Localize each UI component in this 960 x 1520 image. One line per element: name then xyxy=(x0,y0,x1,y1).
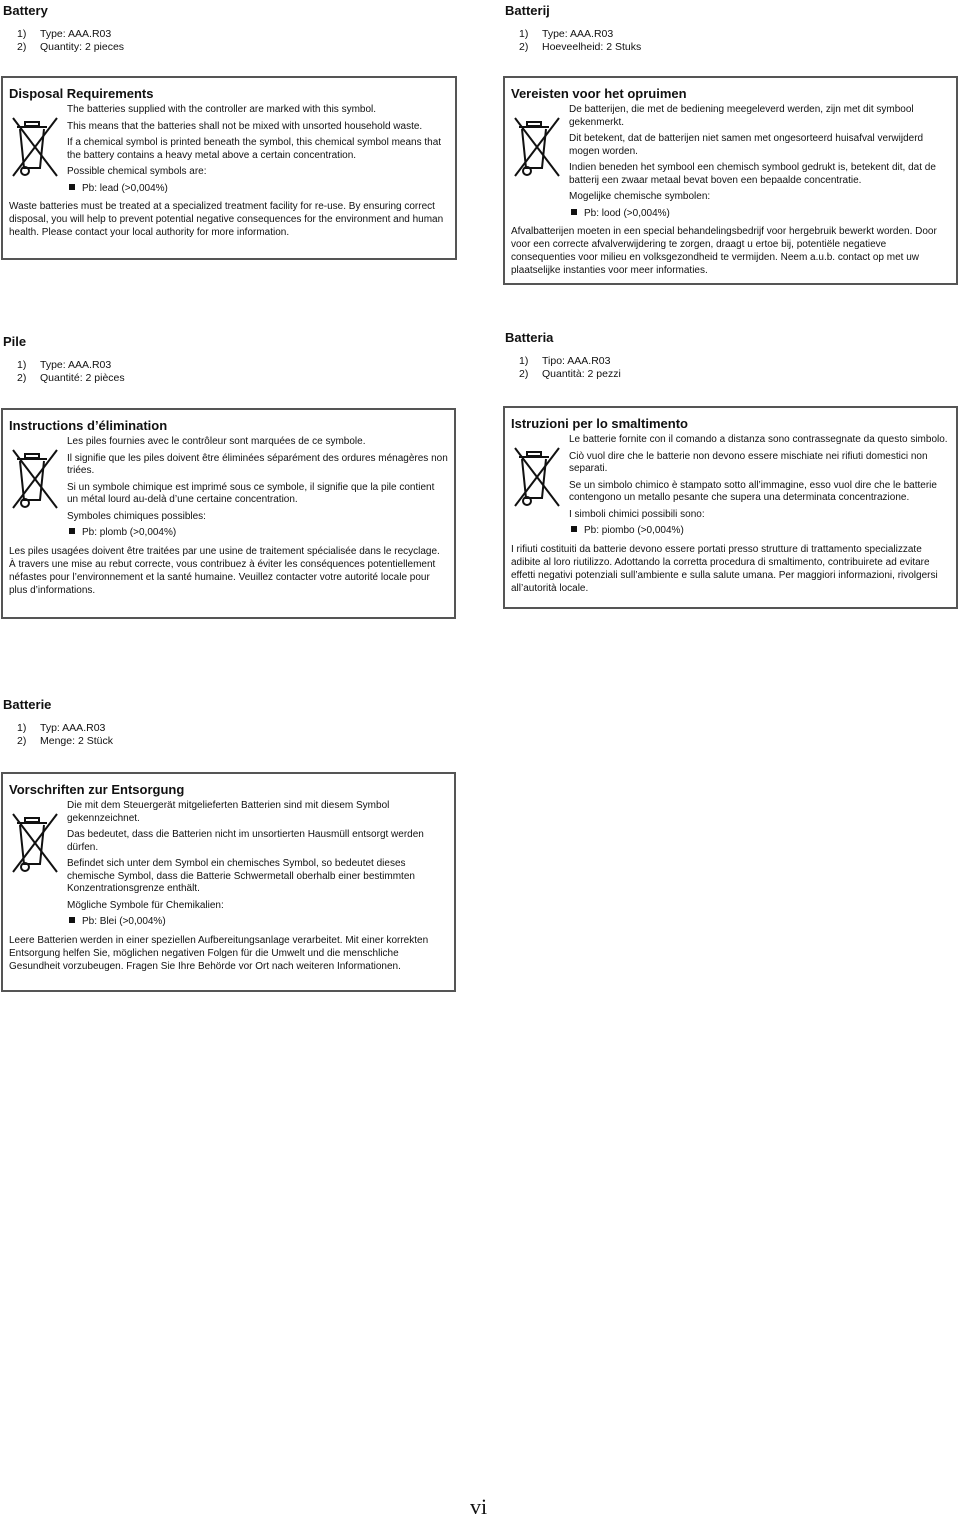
disposal-paragraph: Befindet sich unter dem Symbol ein chemisches Symbol, so bedeutet dieses chemische Symbol, dass die Batterie Schwermetall oberhalb einer bestimmten Konzentrationsgrenze enthält. xyxy=(67,858,415,894)
disposal-paragraph: Possible chemical symbols are: xyxy=(67,166,207,177)
page-number: vi xyxy=(470,1494,488,1519)
waste-text: Waste batteries must be treated at a specialized treatment facility for re-use. By ensuring correct disposal, you will help to prevent potential negative consequences for the environment and human health. Please contact your local authority for more information. xyxy=(9,201,444,238)
spec-quantity: 2) Hoeveelheid: 2 Stuks xyxy=(519,41,642,53)
section-it xyxy=(505,330,960,381)
spec-type: 1) Tipo: AAA.R03 xyxy=(519,355,611,367)
chemical-item: Pb: lead (>0,004%) xyxy=(69,183,449,196)
disposal-box-de xyxy=(1,772,456,992)
crossed-out-bin-icon xyxy=(9,104,67,195)
disposal-title: Disposal Requirements xyxy=(9,86,154,101)
square-bullet-icon xyxy=(69,184,75,190)
spec-quantity: 2) Quantity: 2 pieces xyxy=(17,41,125,53)
disposal-paragraph: Dit betekent, dat de batterijen niet samen met ongesorteerd huisafval verwijderd mogen worden. xyxy=(569,133,924,157)
square-bullet-icon xyxy=(571,209,577,215)
spec-type: 1) Type: AAA.R03 xyxy=(17,28,112,40)
disposal-paragraph: Symboles chimiques possibles: xyxy=(67,510,206,522)
disposal-title: Instructions d’élimination xyxy=(9,418,168,433)
spec-quantity: 2) Quantità: 2 pezzi xyxy=(519,368,621,380)
disposal-title: Istruzioni per lo smaltimento xyxy=(511,416,688,431)
spec-type: 1) Type: AAA.R03 xyxy=(519,28,614,40)
disposal-paragraph: This means that the batteries shall not be mixed with unsorted household waste. xyxy=(67,120,423,132)
section-title: Battery xyxy=(3,3,48,18)
section-title: Batterij xyxy=(505,3,550,18)
spec-type: 1) Typ: AAA.R03 xyxy=(17,722,106,734)
disposal-box-en xyxy=(1,76,457,260)
disposal-paragraph: De batterijen, die met de bediening meegeleverd werden, zijn met dit symbool gekenmerkt. xyxy=(569,104,914,128)
waste-text: Leere Batterien werden in einer speziellen Aufbereitungsanlage verarbeitet. Mit einer korrekten Entsorgung helfen Sie, möglichen negativen Folgen für die Umwelt und die menschliche Gesundheit vorzubeugen. Fragen Sie Ihre Behörde vor Ort nach weiteren Informationen. xyxy=(9,934,429,972)
chemical-item: Pb: piombo (>0,004%) xyxy=(571,525,950,538)
square-bullet-icon xyxy=(571,526,577,532)
spec-quantity: 2) Quantité: 2 pièces xyxy=(17,372,125,384)
disposal-paragraph: Indien beneden het symbool een chemisch symbool gedrukt is, betekent dit, dat de batterij een zwaar metaal bevat boven een bepaalde concentratie. xyxy=(569,162,936,186)
spec-list xyxy=(519,28,960,54)
square-bullet-icon xyxy=(69,917,75,923)
section-fr xyxy=(3,334,458,385)
crossed-out-bin-icon xyxy=(9,800,67,929)
spec-list xyxy=(17,359,458,385)
disposal-paragraph: Mogelijke chemische symbolen: xyxy=(569,191,711,202)
waste-text: Les piles usagées doivent être traitées par une usine de traitement spécialisée dans le recyclage. À travers une mise au rebut correcte, vous contribuez à éviter les conséquences potentiellement néfastes pour l’environnement et la santé humaine. Veuillez contacter votre autorité locale pour plus d’informations. xyxy=(9,545,440,596)
section-title: Batterie xyxy=(3,697,52,712)
section-title: Pile xyxy=(3,334,27,349)
spec-list xyxy=(17,722,458,748)
spec-quantity: 2) Menge: 2 Stück xyxy=(17,735,113,747)
crossed-out-bin-icon xyxy=(9,436,67,540)
square-bullet-icon xyxy=(69,528,75,534)
disposal-paragraph: Se un simbolo chimico è stampato sotto all’immagine, esso vuol dire che le batterie contengono un metallo pesante che supera una determinata concentrazione. xyxy=(569,479,937,503)
section-en xyxy=(3,3,458,54)
spec-list xyxy=(519,355,960,381)
disposal-paragraph: Die mit dem Steuergerät mitgelieferten Batterien sind mit diesem Symbol gekennzeichnet. xyxy=(67,800,390,824)
chemical-item: Pb: lood (>0,004%) xyxy=(571,208,950,221)
chemical-item: Pb: plomb (>0,004%) xyxy=(69,527,448,540)
disposal-title: Vereisten voor het opruimen xyxy=(511,86,687,101)
disposal-paragraph: Le batterie fornite con il comando a distanza sono contrassegnate da questo simbolo. xyxy=(569,434,948,445)
disposal-paragraph: Si un symbole chimique est imprimé sous ce symbole, il signifie que la pile contient un métal lourd au-delà d’une certaine concentration. xyxy=(67,481,435,505)
crossed-out-bin-icon xyxy=(511,104,569,220)
disposal-paragraph: Mögliche Symbole für Chemikalien: xyxy=(67,899,224,911)
disposal-paragraph: Das bedeutet, dass die Batterien nicht im unsortierten Hausmüll entsorgt werden dürfen. xyxy=(67,829,424,853)
chemical-item: Pb: Blei (>0,004%) xyxy=(69,916,448,929)
crossed-out-bin-icon xyxy=(511,434,569,538)
section-title: Batteria xyxy=(505,330,554,345)
waste-text: Afvalbatterijen moeten in een special behandelingsbedrijf voor hergebruik bewerkt worden. Door voor een correcte afvalverwijdering te zorgen, draagt u ertoe bij, potentiële negatieve consequenties voor milieu en volksgezondheid te vermijden. Neem a.u.b. contact op met uw plaatselijke instanties voor meer informaties. xyxy=(511,226,937,276)
spec-type: 1) Type: AAA.R03 xyxy=(17,359,112,371)
disposal-paragraph: Il signifie que les piles doivent être éliminées séparément des ordures ménagères non triées. xyxy=(67,452,448,476)
section-de xyxy=(3,697,458,748)
disposal-paragraph: If a chemical symbol is printed beneath the symbol, this chemical symbol means that the battery contains a heavy metal above a certain concentration. xyxy=(67,137,442,161)
spec-list xyxy=(17,28,458,54)
waste-text: I rifiuti costituiti da batterie devono essere portati presso strutture di trattamento specializzate adibite al loro riutilizzo. Adottando la corretta procedura di smaltimento, contribuirete ad evitare effetti negativi potenziali sull’ambiente e sulla salute umana. Per maggiori informazioni, rivolgersi all’autorità locale. xyxy=(511,543,938,594)
disposal-paragraph: I simboli chimici possibili sono: xyxy=(569,508,705,520)
disposal-paragraph: The batteries supplied with the controller are marked with this symbol. xyxy=(67,104,377,115)
disposal-box-fr xyxy=(1,408,456,619)
disposal-box-nl xyxy=(503,76,958,285)
disposal-paragraph: Les piles fournies avec le contrôleur sont marquées de ce symbole. xyxy=(67,436,366,447)
disposal-paragraph: Ciò vuol dire che le batterie non devono essere mischiate nei rifiuti domestici non separati. xyxy=(569,450,928,474)
disposal-title: Vorschriften zur Entsorgung xyxy=(9,782,185,797)
disposal-box-it xyxy=(503,406,958,609)
section-nl xyxy=(505,3,960,54)
